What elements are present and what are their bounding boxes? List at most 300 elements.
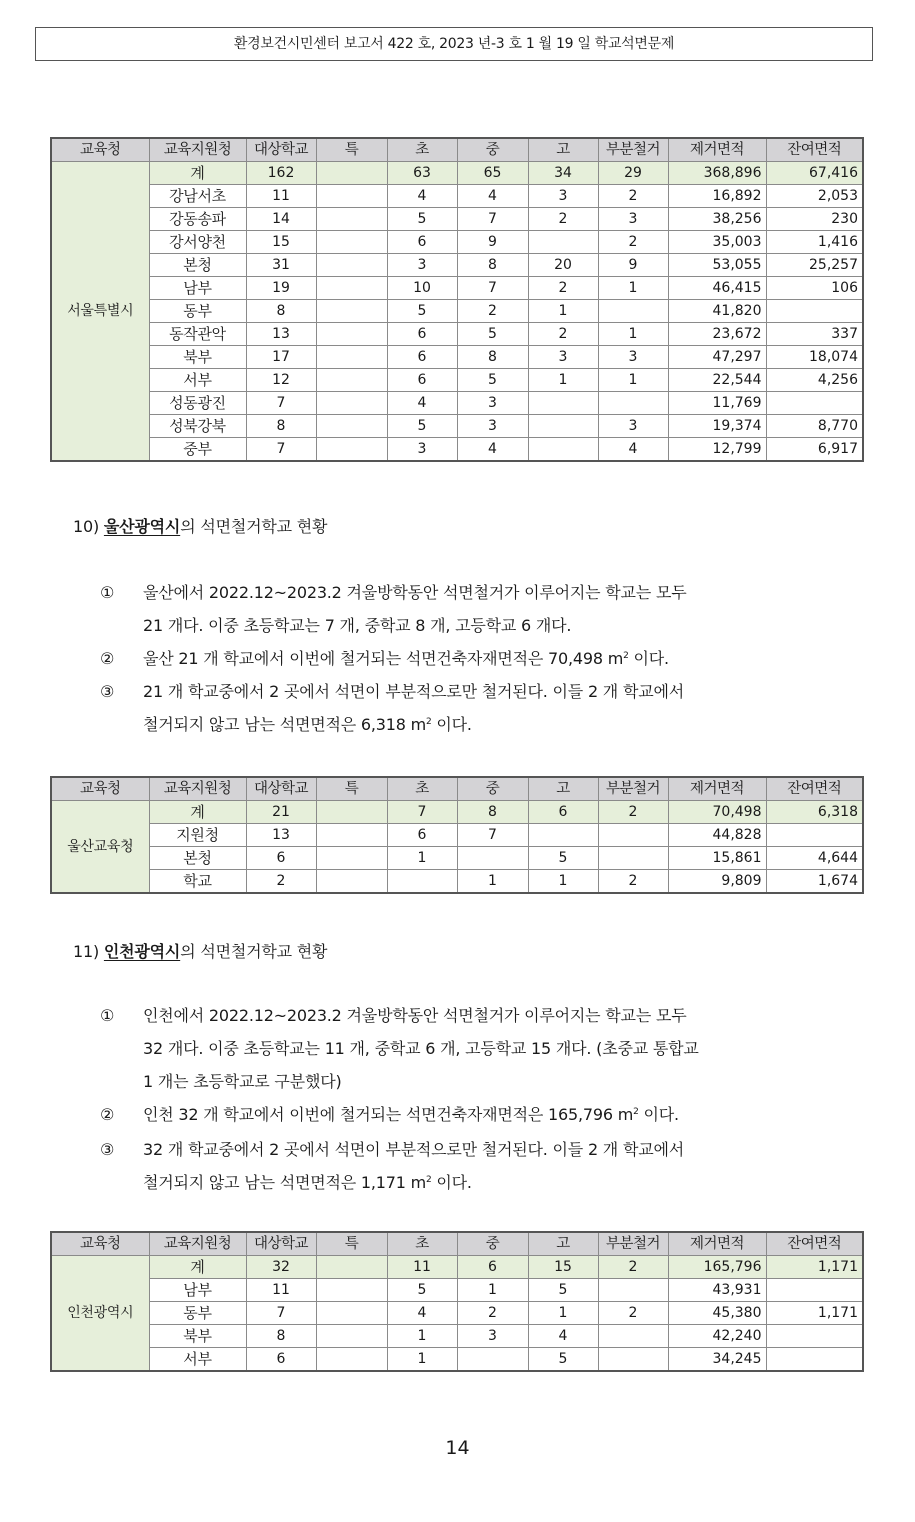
office-name-cell: 본청 [149, 847, 246, 870]
office-name-cell: 동부 [149, 1302, 246, 1325]
office-name-cell: 강동송파 [149, 208, 246, 231]
remaining-area-cell: 4,256 [766, 369, 863, 392]
special-school-cell [316, 231, 387, 254]
middle-school-cell [457, 1348, 528, 1372]
office-name-cell: 계 [149, 162, 246, 185]
office-name-cell: 남부 [149, 277, 246, 300]
removed-area-cell: 70,498 [668, 801, 766, 824]
office-name-cell: 학교 [149, 870, 246, 894]
remaining-area-cell: 6,318 [766, 801, 863, 824]
column-header: 교육청 [51, 1232, 149, 1256]
region-cell: 인천광역시 [51, 1256, 149, 1372]
column-header: 특 [316, 138, 387, 162]
special-school-cell [316, 824, 387, 847]
partial-removal-cell [598, 300, 668, 323]
total-schools-cell: 162 [246, 162, 316, 185]
section-number: 10) [73, 517, 100, 536]
high-school-cell: 3 [528, 346, 598, 369]
total-schools-cell: 14 [246, 208, 316, 231]
region-cell: 서울특별시 [51, 162, 149, 462]
column-header: 교육지원청 [149, 1232, 246, 1256]
middle-school-cell [457, 847, 528, 870]
total-schools-cell: 13 [246, 824, 316, 847]
item-text: 32 개 학교중에서 2 곳에서 석면이 부분적으로만 철거된다. 이들 2 개 학교에서 [143, 1140, 684, 1159]
section-title-text: 의 석면철거학교 현황 [180, 517, 328, 536]
table-row [51, 847, 863, 870]
high-school-cell [528, 824, 598, 847]
high-school-cell: 2 [528, 208, 598, 231]
item-marker: ② [100, 1105, 115, 1124]
column-header: 중 [457, 1232, 528, 1256]
elementary-cell: 5 [387, 415, 457, 438]
removed-area-cell: 23,672 [668, 323, 766, 346]
report-header-title: 환경보건시민센터 보고서 422 호, 2023 년-3 호 1 월 19 일 학교석면문제 [233, 36, 675, 52]
office-name-cell: 중부 [149, 438, 246, 462]
partial-removal-cell: 2 [598, 801, 668, 824]
elementary-cell: 5 [387, 300, 457, 323]
item-text: 울산에서 2022.12~2023.2 겨울방학동안 석면철거가 이루어지는 학교는 모두 [143, 583, 687, 602]
remaining-area-cell: 1,416 [766, 231, 863, 254]
total-schools-cell: 15 [246, 231, 316, 254]
special-school-cell [316, 870, 387, 894]
removed-area-cell: 47,297 [668, 346, 766, 369]
special-school-cell [316, 369, 387, 392]
high-school-cell: 4 [528, 1325, 598, 1348]
total-schools-cell: 32 [246, 1256, 316, 1279]
high-school-cell: 5 [528, 1279, 598, 1302]
partial-removal-cell: 3 [598, 346, 668, 369]
office-name-cell: 강남서초 [149, 185, 246, 208]
removed-area-cell: 53,055 [668, 254, 766, 277]
high-school-cell: 15 [528, 1256, 598, 1279]
total-schools-cell: 31 [246, 254, 316, 277]
partial-removal-cell: 1 [598, 277, 668, 300]
column-header: 대상학교 [246, 777, 316, 801]
remaining-area-cell: 1,674 [766, 870, 863, 894]
office-name-cell: 북부 [149, 346, 246, 369]
partial-removal-cell: 2 [598, 185, 668, 208]
high-school-cell: 1 [528, 300, 598, 323]
removed-area-cell: 34,245 [668, 1348, 766, 1372]
middle-school-cell: 9 [457, 231, 528, 254]
elementary-cell: 6 [387, 231, 457, 254]
column-header: 고 [528, 777, 598, 801]
middle-school-cell: 8 [457, 254, 528, 277]
middle-school-cell: 1 [457, 870, 528, 894]
ulsan-table [50, 776, 864, 894]
elementary-cell: 5 [387, 1279, 457, 1302]
column-header: 제거면적 [668, 1232, 766, 1256]
item-marker: ③ [100, 1140, 115, 1159]
special-school-cell [316, 162, 387, 185]
remaining-area-cell [766, 300, 863, 323]
total-schools-cell: 13 [246, 323, 316, 346]
special-school-cell [316, 185, 387, 208]
removed-area-cell: 46,415 [668, 277, 766, 300]
office-name-cell: 계 [149, 1256, 246, 1279]
high-school-cell: 1 [528, 1302, 598, 1325]
middle-school-cell: 7 [457, 824, 528, 847]
partial-removal-cell [598, 847, 668, 870]
remaining-area-cell [766, 1348, 863, 1372]
column-header: 초 [387, 138, 457, 162]
high-school-cell: 5 [528, 1348, 598, 1372]
column-header: 잔여면적 [766, 138, 863, 162]
special-school-cell [316, 208, 387, 231]
special-school-cell [316, 1279, 387, 1302]
remaining-area-cell: 2,053 [766, 185, 863, 208]
section-city: 인천광역시 [103, 942, 181, 961]
elementary-cell: 5 [387, 208, 457, 231]
high-school-cell: 6 [528, 801, 598, 824]
middle-school-cell: 4 [457, 185, 528, 208]
special-school-cell [316, 438, 387, 462]
item-text-end: 이다. [638, 1105, 679, 1124]
total-schools-cell: 7 [246, 392, 316, 415]
high-school-cell: 20 [528, 254, 598, 277]
table-row [51, 1348, 863, 1372]
office-name-cell: 성북강북 [149, 415, 246, 438]
column-header: 교육지원청 [149, 777, 246, 801]
high-school-cell [528, 231, 598, 254]
removed-area-cell: 12,799 [668, 438, 766, 462]
high-school-cell: 34 [528, 162, 598, 185]
item-text: 21 개 학교중에서 2 곳에서 석면이 부분적으로만 철거된다. 이들 2 개 학교에서 [143, 682, 684, 701]
remaining-area-cell [766, 1279, 863, 1302]
incheon-item-2 [100, 1098, 860, 1131]
special-school-cell [316, 392, 387, 415]
total-schools-cell: 12 [246, 369, 316, 392]
ulsan-section-title [73, 514, 327, 537]
removed-area-cell: 15,861 [668, 847, 766, 870]
removed-area-cell: 45,380 [668, 1302, 766, 1325]
table-row [51, 369, 863, 392]
column-header: 중 [457, 138, 528, 162]
column-header: 부분철거 [598, 777, 668, 801]
item-text-cont: 21 개다. 이중 초등학교는 7 개, 중학교 8 개, 고등학교 6 개다. [143, 616, 572, 635]
table-row [51, 870, 863, 894]
removed-area-cell: 9,809 [668, 870, 766, 894]
elementary-cell: 6 [387, 369, 457, 392]
table-row [51, 231, 863, 254]
removed-area-cell: 35,003 [668, 231, 766, 254]
incheon-section-title [73, 939, 327, 962]
high-school-cell: 2 [528, 277, 598, 300]
partial-removal-cell [598, 392, 668, 415]
superscript: 2 [623, 651, 629, 661]
elementary-cell [387, 870, 457, 894]
superscript: 2 [633, 1107, 639, 1117]
middle-school-cell: 6 [457, 1256, 528, 1279]
incheon-item-1 [100, 999, 860, 1098]
office-name-cell: 성동광진 [149, 392, 246, 415]
high-school-cell: 5 [528, 847, 598, 870]
partial-removal-cell: 9 [598, 254, 668, 277]
remaining-area-cell: 230 [766, 208, 863, 231]
item-marker: ③ [100, 682, 115, 701]
section-number: 11) [73, 942, 100, 961]
elementary-cell: 3 [387, 438, 457, 462]
elementary-cell: 7 [387, 801, 457, 824]
elementary-cell: 3 [387, 254, 457, 277]
middle-school-cell: 4 [457, 438, 528, 462]
seoul-table [50, 137, 864, 462]
remaining-area-cell: 106 [766, 277, 863, 300]
item-text-cont: 32 개다. 이중 초등학교는 11 개, 중학교 6 개, 고등학교 15 개다. (초중교 통합교 [143, 1039, 699, 1058]
remaining-area-cell: 4,644 [766, 847, 863, 870]
column-header: 고 [528, 138, 598, 162]
total-schools-cell: 6 [246, 1348, 316, 1372]
column-header: 교육청 [51, 777, 149, 801]
elementary-cell: 1 [387, 1325, 457, 1348]
column-header: 대상학교 [246, 1232, 316, 1256]
elementary-cell: 6 [387, 824, 457, 847]
column-header: 특 [316, 777, 387, 801]
office-name-cell: 북부 [149, 1325, 246, 1348]
total-schools-cell: 11 [246, 1279, 316, 1302]
item-text-cont: 철거되지 않고 남는 석면면적은 6,318 m [143, 715, 426, 734]
total-schools-cell: 7 [246, 1302, 316, 1325]
partial-removal-cell [598, 1279, 668, 1302]
table-row [51, 277, 863, 300]
item-text-end: 이다. [431, 1173, 472, 1192]
remaining-area-cell: 67,416 [766, 162, 863, 185]
remaining-area-cell: 8,770 [766, 415, 863, 438]
item-text: 인천 32 개 학교에서 이번에 철거되는 석면건축자재면적은 165,796 m [143, 1105, 634, 1124]
removed-area-cell: 44,828 [668, 824, 766, 847]
total-schools-cell: 17 [246, 346, 316, 369]
column-header: 초 [387, 1232, 457, 1256]
total-row [51, 801, 863, 824]
special-school-cell [316, 1325, 387, 1348]
special-school-cell [316, 1348, 387, 1372]
removed-area-cell: 38,256 [668, 208, 766, 231]
office-name-cell: 강서양천 [149, 231, 246, 254]
column-header: 제거면적 [668, 138, 766, 162]
remaining-area-cell: 1,171 [766, 1256, 863, 1279]
elementary-cell: 1 [387, 1348, 457, 1372]
table-header-row [51, 1232, 863, 1256]
remaining-area-cell: 337 [766, 323, 863, 346]
item-marker: ① [100, 1006, 115, 1025]
elementary-cell: 4 [387, 1302, 457, 1325]
high-school-cell: 3 [528, 185, 598, 208]
table-row [51, 1325, 863, 1348]
middle-school-cell: 3 [457, 415, 528, 438]
office-name-cell: 계 [149, 801, 246, 824]
partial-removal-cell: 4 [598, 438, 668, 462]
special-school-cell [316, 346, 387, 369]
middle-school-cell: 65 [457, 162, 528, 185]
item-marker: ① [100, 583, 115, 602]
table-header-row [51, 777, 863, 801]
elementary-cell: 10 [387, 277, 457, 300]
removed-area-cell: 16,892 [668, 185, 766, 208]
high-school-cell [528, 392, 598, 415]
middle-school-cell: 7 [457, 208, 528, 231]
report-header [35, 27, 873, 61]
removed-area-cell: 11,769 [668, 392, 766, 415]
removed-area-cell: 42,240 [668, 1325, 766, 1348]
total-schools-cell: 8 [246, 300, 316, 323]
superscript: 2 [425, 1175, 432, 1185]
total-schools-cell: 11 [246, 185, 316, 208]
high-school-cell: 1 [528, 870, 598, 894]
table-row [51, 185, 863, 208]
high-school-cell: 1 [528, 369, 598, 392]
office-name-cell: 남부 [149, 1279, 246, 1302]
elementary-cell: 4 [387, 185, 457, 208]
table-row [51, 323, 863, 346]
office-name-cell: 본청 [149, 254, 246, 277]
column-header: 교육지원청 [149, 138, 246, 162]
ulsan-item-1 [100, 576, 860, 642]
table-row [51, 824, 863, 847]
item-text-end: 이다. [628, 649, 669, 668]
total-schools-cell: 21 [246, 801, 316, 824]
office-name-cell: 서부 [149, 1348, 246, 1372]
total-schools-cell: 6 [246, 847, 316, 870]
remaining-area-cell: 18,074 [766, 346, 863, 369]
table-row [51, 300, 863, 323]
middle-school-cell: 3 [457, 392, 528, 415]
table-row [51, 346, 863, 369]
column-header: 제거면적 [668, 777, 766, 801]
removed-area-cell: 19,374 [668, 415, 766, 438]
middle-school-cell: 5 [457, 323, 528, 346]
remaining-area-cell: 1,171 [766, 1302, 863, 1325]
table-row [51, 1302, 863, 1325]
elementary-cell: 6 [387, 346, 457, 369]
item-text-end: 이다. [431, 715, 472, 734]
removed-area-cell: 43,931 [668, 1279, 766, 1302]
column-header: 부분철거 [598, 138, 668, 162]
special-school-cell [316, 847, 387, 870]
special-school-cell [316, 277, 387, 300]
column-header: 부분철거 [598, 1232, 668, 1256]
partial-removal-cell [598, 1325, 668, 1348]
table-row [51, 415, 863, 438]
table-row [51, 1279, 863, 1302]
ulsan-item-2 [100, 642, 860, 675]
item-text-cont: 1 개는 초등학교로 구분했다) [143, 1072, 342, 1091]
middle-school-cell: 8 [457, 346, 528, 369]
column-header: 대상학교 [246, 138, 316, 162]
item-text: 울산 21 개 학교에서 이번에 철거되는 석면건축자재면적은 70,498 m [143, 649, 624, 668]
partial-removal-cell: 1 [598, 369, 668, 392]
middle-school-cell: 2 [457, 1302, 528, 1325]
partial-removal-cell: 1 [598, 323, 668, 346]
total-schools-cell: 8 [246, 415, 316, 438]
total-schools-cell: 7 [246, 438, 316, 462]
table-row [51, 208, 863, 231]
partial-removal-cell [598, 824, 668, 847]
total-schools-cell: 8 [246, 1325, 316, 1348]
special-school-cell [316, 1302, 387, 1325]
total-row [51, 162, 863, 185]
total-schools-cell: 2 [246, 870, 316, 894]
special-school-cell [316, 1256, 387, 1279]
ulsan-item-3 [100, 675, 860, 741]
item-text-cont: 철거되지 않고 남는 석면면적은 1,171 m [143, 1173, 426, 1192]
middle-school-cell: 2 [457, 300, 528, 323]
column-header: 고 [528, 1232, 598, 1256]
table-row [51, 438, 863, 462]
table-row [51, 254, 863, 277]
item-text: 인천에서 2022.12~2023.2 겨울방학동안 석면철거가 이루어지는 학교는 모두 [143, 1006, 687, 1025]
column-header: 잔여면적 [766, 1232, 863, 1256]
total-row [51, 1256, 863, 1279]
special-school-cell [316, 415, 387, 438]
partial-removal-cell: 29 [598, 162, 668, 185]
office-name-cell: 동작관악 [149, 323, 246, 346]
total-schools-cell: 19 [246, 277, 316, 300]
middle-school-cell: 3 [457, 1325, 528, 1348]
region-cell: 울산교육청 [51, 801, 149, 894]
table-header-row [51, 138, 863, 162]
special-school-cell [316, 300, 387, 323]
incheon-item-3 [100, 1133, 860, 1199]
partial-removal-cell: 3 [598, 415, 668, 438]
section-title-text: 의 석면철거학교 현황 [180, 942, 328, 961]
column-header: 초 [387, 777, 457, 801]
special-school-cell [316, 801, 387, 824]
partial-removal-cell: 2 [598, 1302, 668, 1325]
elementary-cell: 6 [387, 323, 457, 346]
item-marker: ② [100, 649, 115, 668]
column-header: 교육청 [51, 138, 149, 162]
partial-removal-cell: 2 [598, 1256, 668, 1279]
column-header: 특 [316, 1232, 387, 1256]
remaining-area-cell [766, 824, 863, 847]
elementary-cell: 63 [387, 162, 457, 185]
special-school-cell [316, 323, 387, 346]
remaining-area-cell [766, 1325, 863, 1348]
removed-area-cell: 22,544 [668, 369, 766, 392]
partial-removal-cell: 2 [598, 231, 668, 254]
office-name-cell: 서부 [149, 369, 246, 392]
column-header: 잔여면적 [766, 777, 863, 801]
high-school-cell: 2 [528, 323, 598, 346]
table-row [51, 392, 863, 415]
superscript: 2 [425, 717, 432, 727]
partial-removal-cell: 2 [598, 870, 668, 894]
office-name-cell: 지원청 [149, 824, 246, 847]
remaining-area-cell: 25,257 [766, 254, 863, 277]
column-header: 중 [457, 777, 528, 801]
middle-school-cell: 1 [457, 1279, 528, 1302]
elementary-cell: 11 [387, 1256, 457, 1279]
high-school-cell [528, 438, 598, 462]
remaining-area-cell [766, 392, 863, 415]
elementary-cell: 1 [387, 847, 457, 870]
removed-area-cell: 368,896 [668, 162, 766, 185]
office-name-cell: 동부 [149, 300, 246, 323]
partial-removal-cell [598, 1348, 668, 1372]
removed-area-cell: 41,820 [668, 300, 766, 323]
page-number: 14 [445, 1437, 470, 1459]
removed-area-cell: 165,796 [668, 1256, 766, 1279]
elementary-cell: 4 [387, 392, 457, 415]
middle-school-cell: 5 [457, 369, 528, 392]
high-school-cell [528, 415, 598, 438]
remaining-area-cell: 6,917 [766, 438, 863, 462]
incheon-table [50, 1231, 864, 1372]
special-school-cell [316, 254, 387, 277]
middle-school-cell: 8 [457, 801, 528, 824]
middle-school-cell: 7 [457, 277, 528, 300]
partial-removal-cell: 3 [598, 208, 668, 231]
